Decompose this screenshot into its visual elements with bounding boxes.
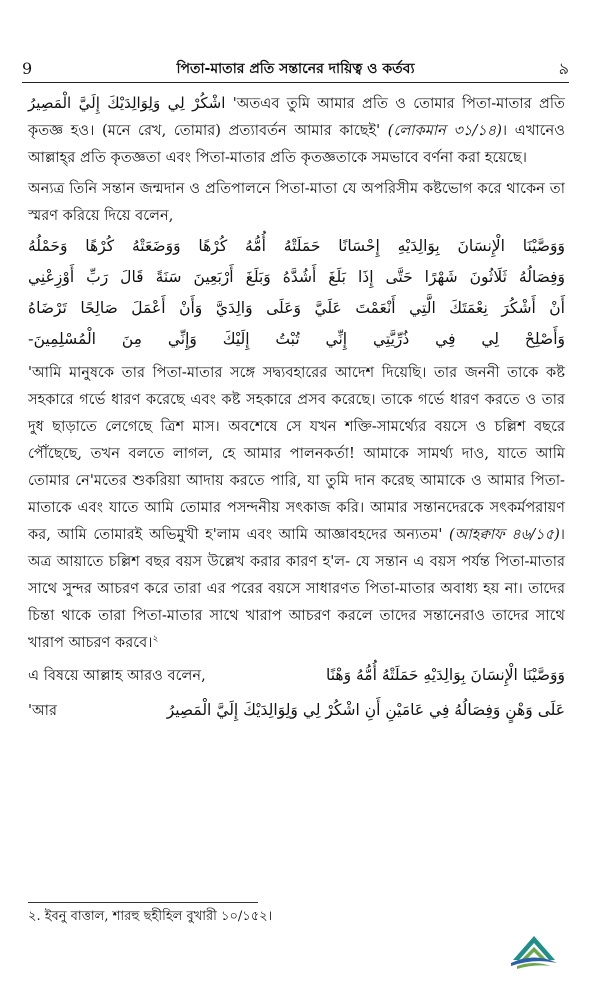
page-header bbox=[22, 58, 569, 83]
paragraph-4-line-2 bbox=[28, 695, 565, 726]
paragraph-3-text: 'আমি মানুষকে তার পিতা-মাতার সঙ্গে সদ্ব্যবহারের আদেশ দিয়েছি। তার জননী তাকে কষ্ট সহকারে গর্ভে ধারণ করেছে এবং কষ্ট সহকারে প্রসব করেছে। তাকে গর্ভে ধারণ করতে ও তার দুধ ছাড়াতে লেগেছে ত্রিশ মাস। অবশেষে সে যখন শক্তি-সামর্থ্যের বয়সে ও চল্লিশ বছরে পৌঁছেছে, তখন বলতে লাগল, হে আমার পালনকর্তা! আমাকে সামর্থ্য দাও, যাতে আমি তোমার নে'মতের শুকরিয়া আদায় করতে পারি, যা তুমি দান করেছ আমাকে ও আমার পিতা-মাতাকে এবং যাতে আমি তোমার পসন্দনীয় সৎকাজ করি। আমার সন্তানদেরকে সৎকর্মপরায়ণ কর, আমি তোমারই অভিমুখী হ'লাম এবং আমি আজ্ঞাবহদের অন্যতম' bbox=[28, 364, 565, 543]
page-number-left: 9 bbox=[22, 59, 33, 78]
publisher-logo-icon bbox=[507, 930, 561, 970]
page-number-right: ৯ bbox=[558, 59, 569, 78]
quran-reference-2: (আহক্বাফ ৪৬/১৫) bbox=[448, 526, 560, 543]
arabic-inline-3: عَلَى وَهْنٍ وَفِصَالُهُ فِي عَامَيْنِ أَنِ اشْكُرْ لِي وَلِوَالِدَيْكَ إِلَيَّ الْمَصِيرُ bbox=[166, 701, 565, 719]
arabic-verse-line-3: أَنْ أَشْكُرَ نِعْمَتَكَ الَّتِي أَنْعَمْتَ عَلَيَّ وَعَلَى وَالِدَيَّ وَأَنْ أَعْمَلَ صَالِحًا تَرْضَاهُ bbox=[28, 299, 565, 317]
paragraph-1-text: 'অতএব তুমি আমার প্রতি ও তোমার পিতা-মাতার প্রতি কৃতজ্ঞ হও। (মনে রেখ, তোমার) প্রত্যাবর্তন আমার কাছেই' bbox=[28, 95, 566, 139]
footnote-marker[interactable]: ২ bbox=[152, 634, 159, 645]
paragraph-4-continuation: 'আর bbox=[28, 702, 58, 719]
paragraph-1-text-b: । এখানেও আল্লাহ্‌র প্রতি কৃতজ্ঞতা এবং পিতা-মাতার প্রতি কৃতজ্ঞতাকে সমভাবে বর্ণনা করা হয়েছে। bbox=[28, 122, 565, 166]
paragraph-3-text-b: । অত্র আয়াতে চল্লিশ বছর বয়স উল্লেখ করার কারণ হ'ল- যে সন্তান এ বয়স পর্যন্ত পিতা-মাতার সাথে সুন্দর আচরণ করে তারা এর পরের বয়সে সাধারণত পিতা-মাতার অবাধ্য হয় না। তাদের চিন্তা থাকে তারা পিতা-মাতার সাথে খারাপ আচরণ করলে তাদের সন্তানেরাও তাদের সাথে খারাপ আচরণ করবে। bbox=[28, 526, 566, 651]
footnote: ২. ইবনু বাত্তাল, শারহু ছহীহিল বুখারী ১০/১৫২। bbox=[28, 909, 273, 924]
paragraph-4-text: এ বিষয়ে আল্লাহ আরও বলেন, bbox=[28, 667, 206, 684]
footnote-divider bbox=[28, 902, 258, 903]
arabic-verse-line-1: وَوَصَّيْنَا الْإِنسَانَ بِوَالِدَيْهِ إِحْسَانًا حَمَلَتْهُ أُمُّهُ كُرْهًا وَوَضَعَتْهُ كُرْهًا وَحَمْلُهُ bbox=[28, 237, 565, 255]
arabic-quote-inline: اشْكُرْ لِي وَلِوَالِدَيْكَ إِلَيَّ الْمَصِيرُ bbox=[28, 94, 226, 112]
arabic-inline-2: وَوَصَّيْنَا الْإِنسَانَ بِوَالِدَيْهِ حَمَلَتْهُ أُمُّهُ وَهْنًا bbox=[326, 666, 565, 684]
arabic-verse-block bbox=[28, 231, 565, 355]
paragraph-1 bbox=[28, 90, 565, 171]
paragraph-2: অন্যত্র তিনি সন্তান জন্মদান ও প্রতিপালনে পিতা-মাতা যে অপরিসীম কষ্টভোগ করে থাকেন তা স্মরণ করিয়ে দিয়ে বলেন, bbox=[28, 180, 565, 224]
running-title: পিতা-মাতার প্রতি সন্তানের দায়িত্ব ও কর্তব্য bbox=[176, 61, 415, 77]
quran-reference-1: (লোকমান ৩১/১৪) bbox=[387, 122, 502, 139]
page-body bbox=[28, 90, 565, 726]
arabic-verse-line-4: وَأَصْلِحْ لِي فِي ذُرِّيَّتِي إِنِّي تُبْتُ إِلَيْكَ وَإِنِّي مِنَ الْمُسْلِمِينَ- bbox=[28, 330, 565, 348]
paragraph-4-line-1 bbox=[28, 660, 565, 691]
arabic-verse-line-2: وَفِصَالُهُ ثَلَاثُونَ شَهْرًا حَتَّى إِذَا بَلَغَ أَشُدَّهُ وَبَلَغَ أَرْبَعِينَ سَنَةً قَالَ رَبِّ أَوْزِعْنِي bbox=[28, 268, 565, 286]
paragraph-3 bbox=[28, 359, 565, 656]
